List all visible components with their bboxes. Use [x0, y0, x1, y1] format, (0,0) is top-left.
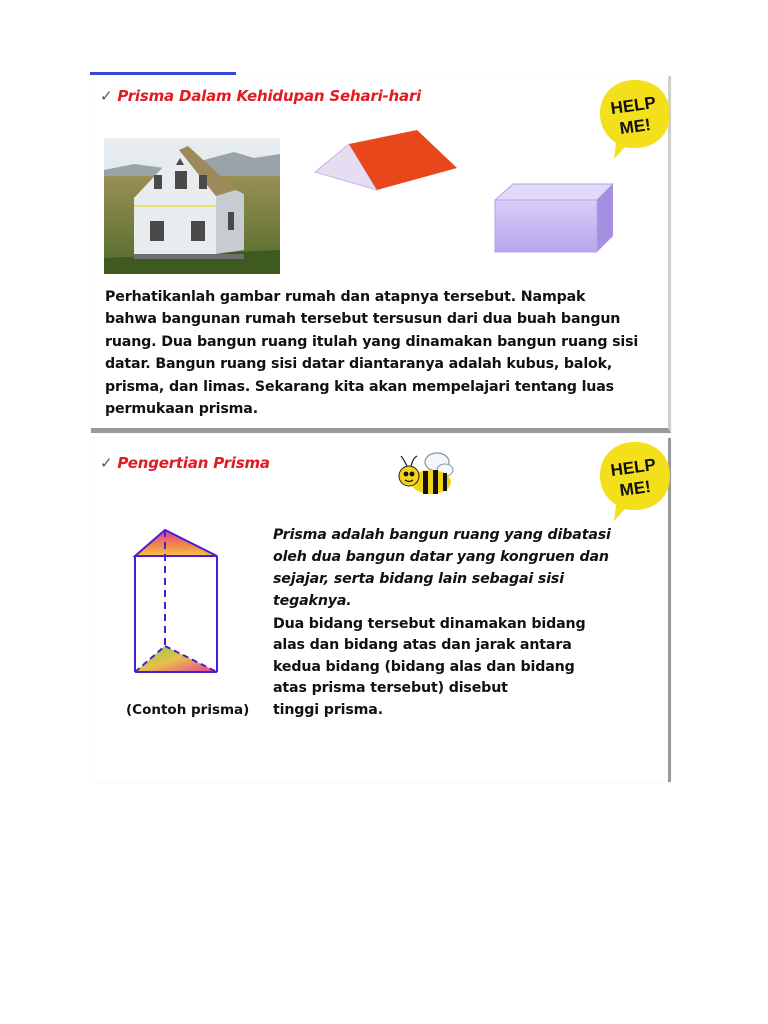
slide-prisma-kehidupan — [91, 76, 671, 433]
me-text: ME! — [618, 476, 652, 501]
bee-icon — [397, 450, 455, 496]
roof-prism-illustration — [313, 128, 461, 194]
section-title-2: ✓ Pengertian Prisma — [100, 454, 270, 472]
help-me-bubble-icon — [598, 438, 672, 522]
prism-caption: (Contoh prisma) — [126, 702, 250, 718]
checkmark-icon: ✓ — [100, 87, 113, 105]
help-text: HELP — [609, 92, 658, 119]
slide-pengertian-prisma — [91, 438, 671, 782]
section-title-1: ✓ Prisma Dalam Kehidupan Sehari-hari — [100, 87, 422, 105]
help-me-bubble-icon — [598, 76, 672, 160]
house-photo — [104, 138, 280, 274]
box-cuboid-illustration — [493, 182, 615, 256]
help-text: HELP — [609, 454, 658, 481]
me-text: ME! — [618, 114, 652, 139]
triangular-prism-diagram — [131, 526, 223, 678]
definition-paragraph: Prisma adalah bangun ruang yang dibatasi oleh dua bangun datar yang kongruen dan sejajar, serta bidang lain sebagai sisi tegaknya. — [273, 527, 611, 609]
intro-paragraph: Perhatikanlah gambar rumah dan atapnya tersebut. Nampak bahwa bangunan rumah tersebut tersusun dari dua buah bangun ruang. Dua bangun ruang itulah yang dinamakan bangun ruang sisi datar. Bangun ruang sisi datar diantaranya adalah kubus, balok, prisma, dan limas. Sekarang kita akan mempelajari tentang luas permukaan prisma. — [105, 289, 639, 418]
checkmark-icon: ✓ — [100, 454, 113, 472]
explanation-paragraph: Dua bidang tersebut dinamakan bidang alas dan bidang atas dan jarak antara kedua bidang (bidang alas dan bidang atas prisma tersebut) disebut tinggi prisma. — [273, 616, 586, 718]
top-accent-line — [90, 72, 236, 75]
